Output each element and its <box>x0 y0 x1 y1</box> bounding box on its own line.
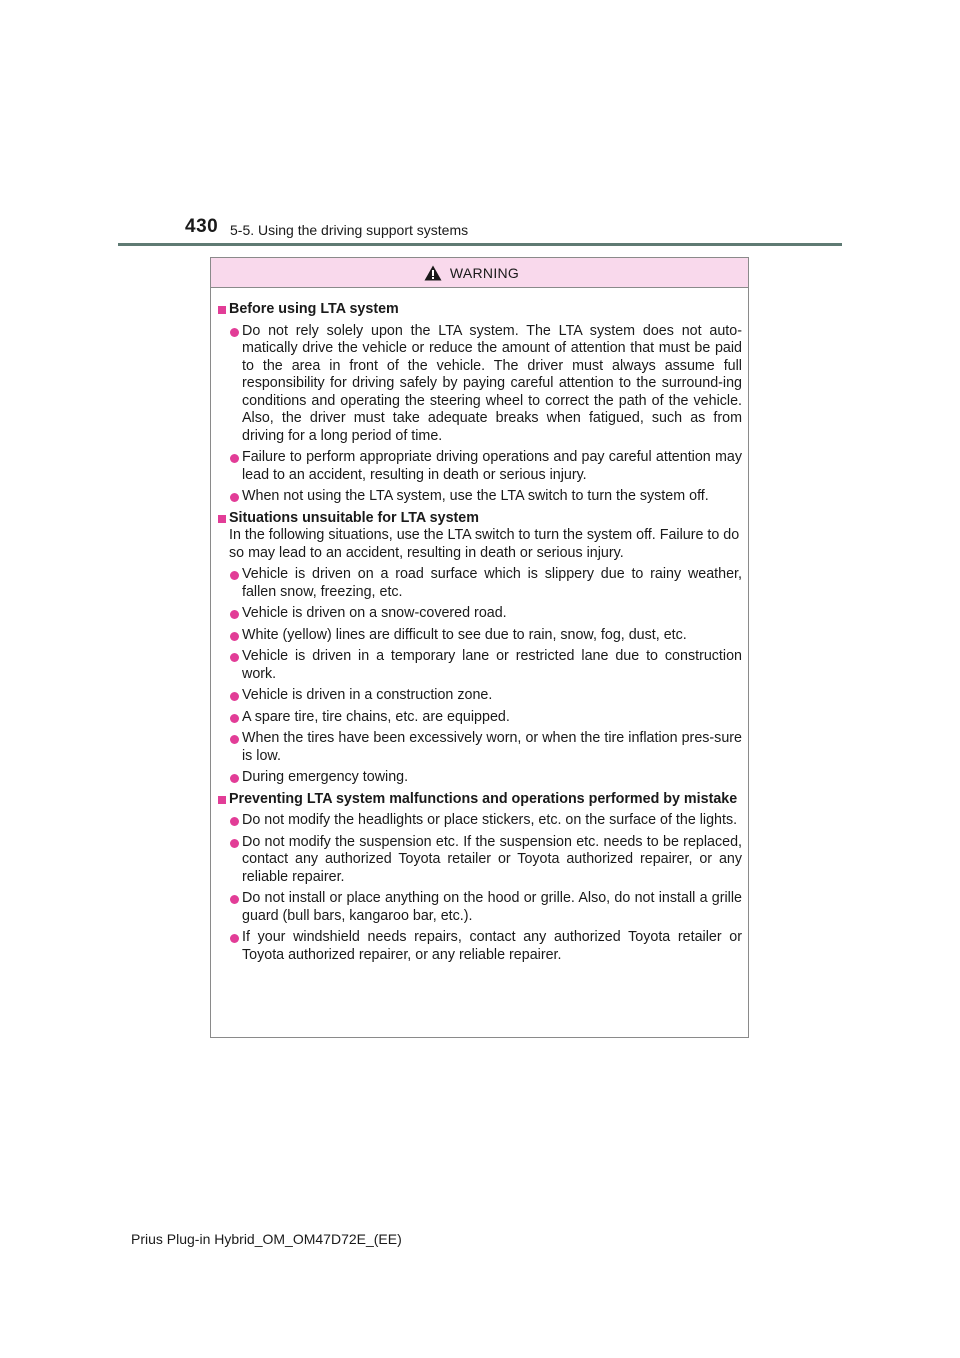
list-item <box>217 812 742 830</box>
circle-bullet-icon <box>230 493 239 502</box>
circle-bullet-icon <box>230 653 239 662</box>
list-item <box>217 323 742 446</box>
warning-section <box>217 791 742 965</box>
list-item <box>217 605 742 623</box>
list-item-text: When the tires have been excessively worn, or when the tire inflation pres-sure is low. <box>242 730 742 764</box>
list-item <box>217 687 742 705</box>
bullet-list <box>217 812 742 964</box>
document-id: Prius Plug-in Hybrid_OM_OM47D72E_(EE) <box>131 1231 402 1247</box>
section-heading-text: Situations unsuitable for LTA system <box>229 509 479 526</box>
bullet-list <box>217 566 742 787</box>
list-item <box>217 566 742 601</box>
square-bullet-icon <box>218 796 226 804</box>
circle-bullet-icon <box>230 692 239 701</box>
circle-bullet-icon <box>230 817 239 826</box>
list-item-text: A spare tire, tire chains, etc. are equipped. <box>242 708 510 725</box>
list-item <box>217 627 742 645</box>
circle-bullet-icon <box>230 571 239 580</box>
list-item-text: When not using the LTA system, use the LTA switch to turn the system off. <box>242 488 709 504</box>
warning-section <box>217 301 742 506</box>
section-heading <box>217 791 742 809</box>
warning-triangle-icon <box>424 265 442 281</box>
list-item <box>217 929 742 964</box>
list-item-text: Do not rely solely upon the LTA system. The LTA system does not auto-matically drive the vehicle or reduce the amount of attention that must be paid to the area in front of the vehicle. The driver must always assume full responsibility for driving safely by paying careful attention to the surround-ing conditions and operating the steering wheel to correct the path of the vehicle. Also, the driver must take adequate breaks when fatigued, such as from driving for a long period of time. <box>242 322 742 444</box>
section-heading <box>217 301 742 319</box>
warning-header <box>211 258 748 288</box>
circle-bullet-icon <box>230 714 239 723</box>
circle-bullet-icon <box>230 774 239 783</box>
circle-bullet-icon <box>230 632 239 641</box>
circle-bullet-icon <box>230 454 239 463</box>
list-item-text: Do not modify the headlights or place stickers, etc. on the surface of the lights. <box>242 812 738 828</box>
list-item-text: Do not modify the suspension etc. If the suspension etc. needs to be replaced, contact any authorized Toyota retailer or Toyota authorized repairer, or any reliable repairer. <box>242 833 742 885</box>
list-item-text: Vehicle is driven in a temporary lane or restricted lane due to construction work. <box>242 648 742 682</box>
warning-section <box>217 510 742 787</box>
list-item <box>217 730 742 765</box>
list-item <box>217 890 742 925</box>
square-bullet-icon <box>218 306 226 314</box>
list-item <box>217 648 742 683</box>
list-item-text: Vehicle is driven on a snow-covered road. <box>242 605 507 621</box>
section-title: 5-5. Using the driving support systems <box>230 222 469 238</box>
warning-label: WARNING <box>449 264 520 281</box>
section-intro: In the following situations, use the LTA switch to turn the system off. Failure to do so may lead to an accident, resulting in death or serious injury. <box>229 527 740 561</box>
section-heading-text: Before using LTA system <box>229 301 399 317</box>
list-item <box>217 769 742 787</box>
list-item-text: Failure to perform appropriate driving operations and pay careful attention may lead to an accident, resulting in death or serious injury. <box>242 449 742 483</box>
circle-bullet-icon <box>230 328 239 337</box>
list-item <box>217 488 742 506</box>
circle-bullet-icon <box>230 934 239 943</box>
section-heading <box>217 510 742 528</box>
list-item <box>217 834 742 887</box>
circle-bullet-icon <box>230 735 239 744</box>
warning-box <box>210 257 749 1038</box>
header-rule <box>118 243 842 246</box>
list-item-text: Vehicle is driven in a construction zone. <box>242 687 493 703</box>
list-item-text: If your windshield needs repairs, contact any authorized Toyota retailer or Toyota authorized repairer, or any reliable repairer. <box>242 929 742 963</box>
list-item-text: Do not install or place anything on the hood or grille. Also, do not install a grille guard (bull bars, kangaroo bar, etc.). <box>242 890 742 924</box>
warning-body <box>211 288 748 964</box>
bullet-list <box>217 323 742 506</box>
circle-bullet-icon <box>230 839 239 848</box>
circle-bullet-icon <box>230 895 239 904</box>
list-item-text: Vehicle is driven on a road surface which is slippery due to rainy weather, fallen snow, freezing, etc. <box>242 566 742 600</box>
section-heading-text: Preventing LTA system malfunctions and operations performed by mistake <box>229 790 738 807</box>
list-item-text: During emergency towing. <box>242 769 409 785</box>
page-number: 430 <box>185 216 219 237</box>
circle-bullet-icon <box>230 610 239 619</box>
square-bullet-icon <box>218 515 226 523</box>
list-item <box>217 709 742 727</box>
list-item-text: White (yellow) lines are difficult to see due to rain, snow, fog, dust, etc. <box>242 626 687 643</box>
list-item <box>217 449 742 484</box>
